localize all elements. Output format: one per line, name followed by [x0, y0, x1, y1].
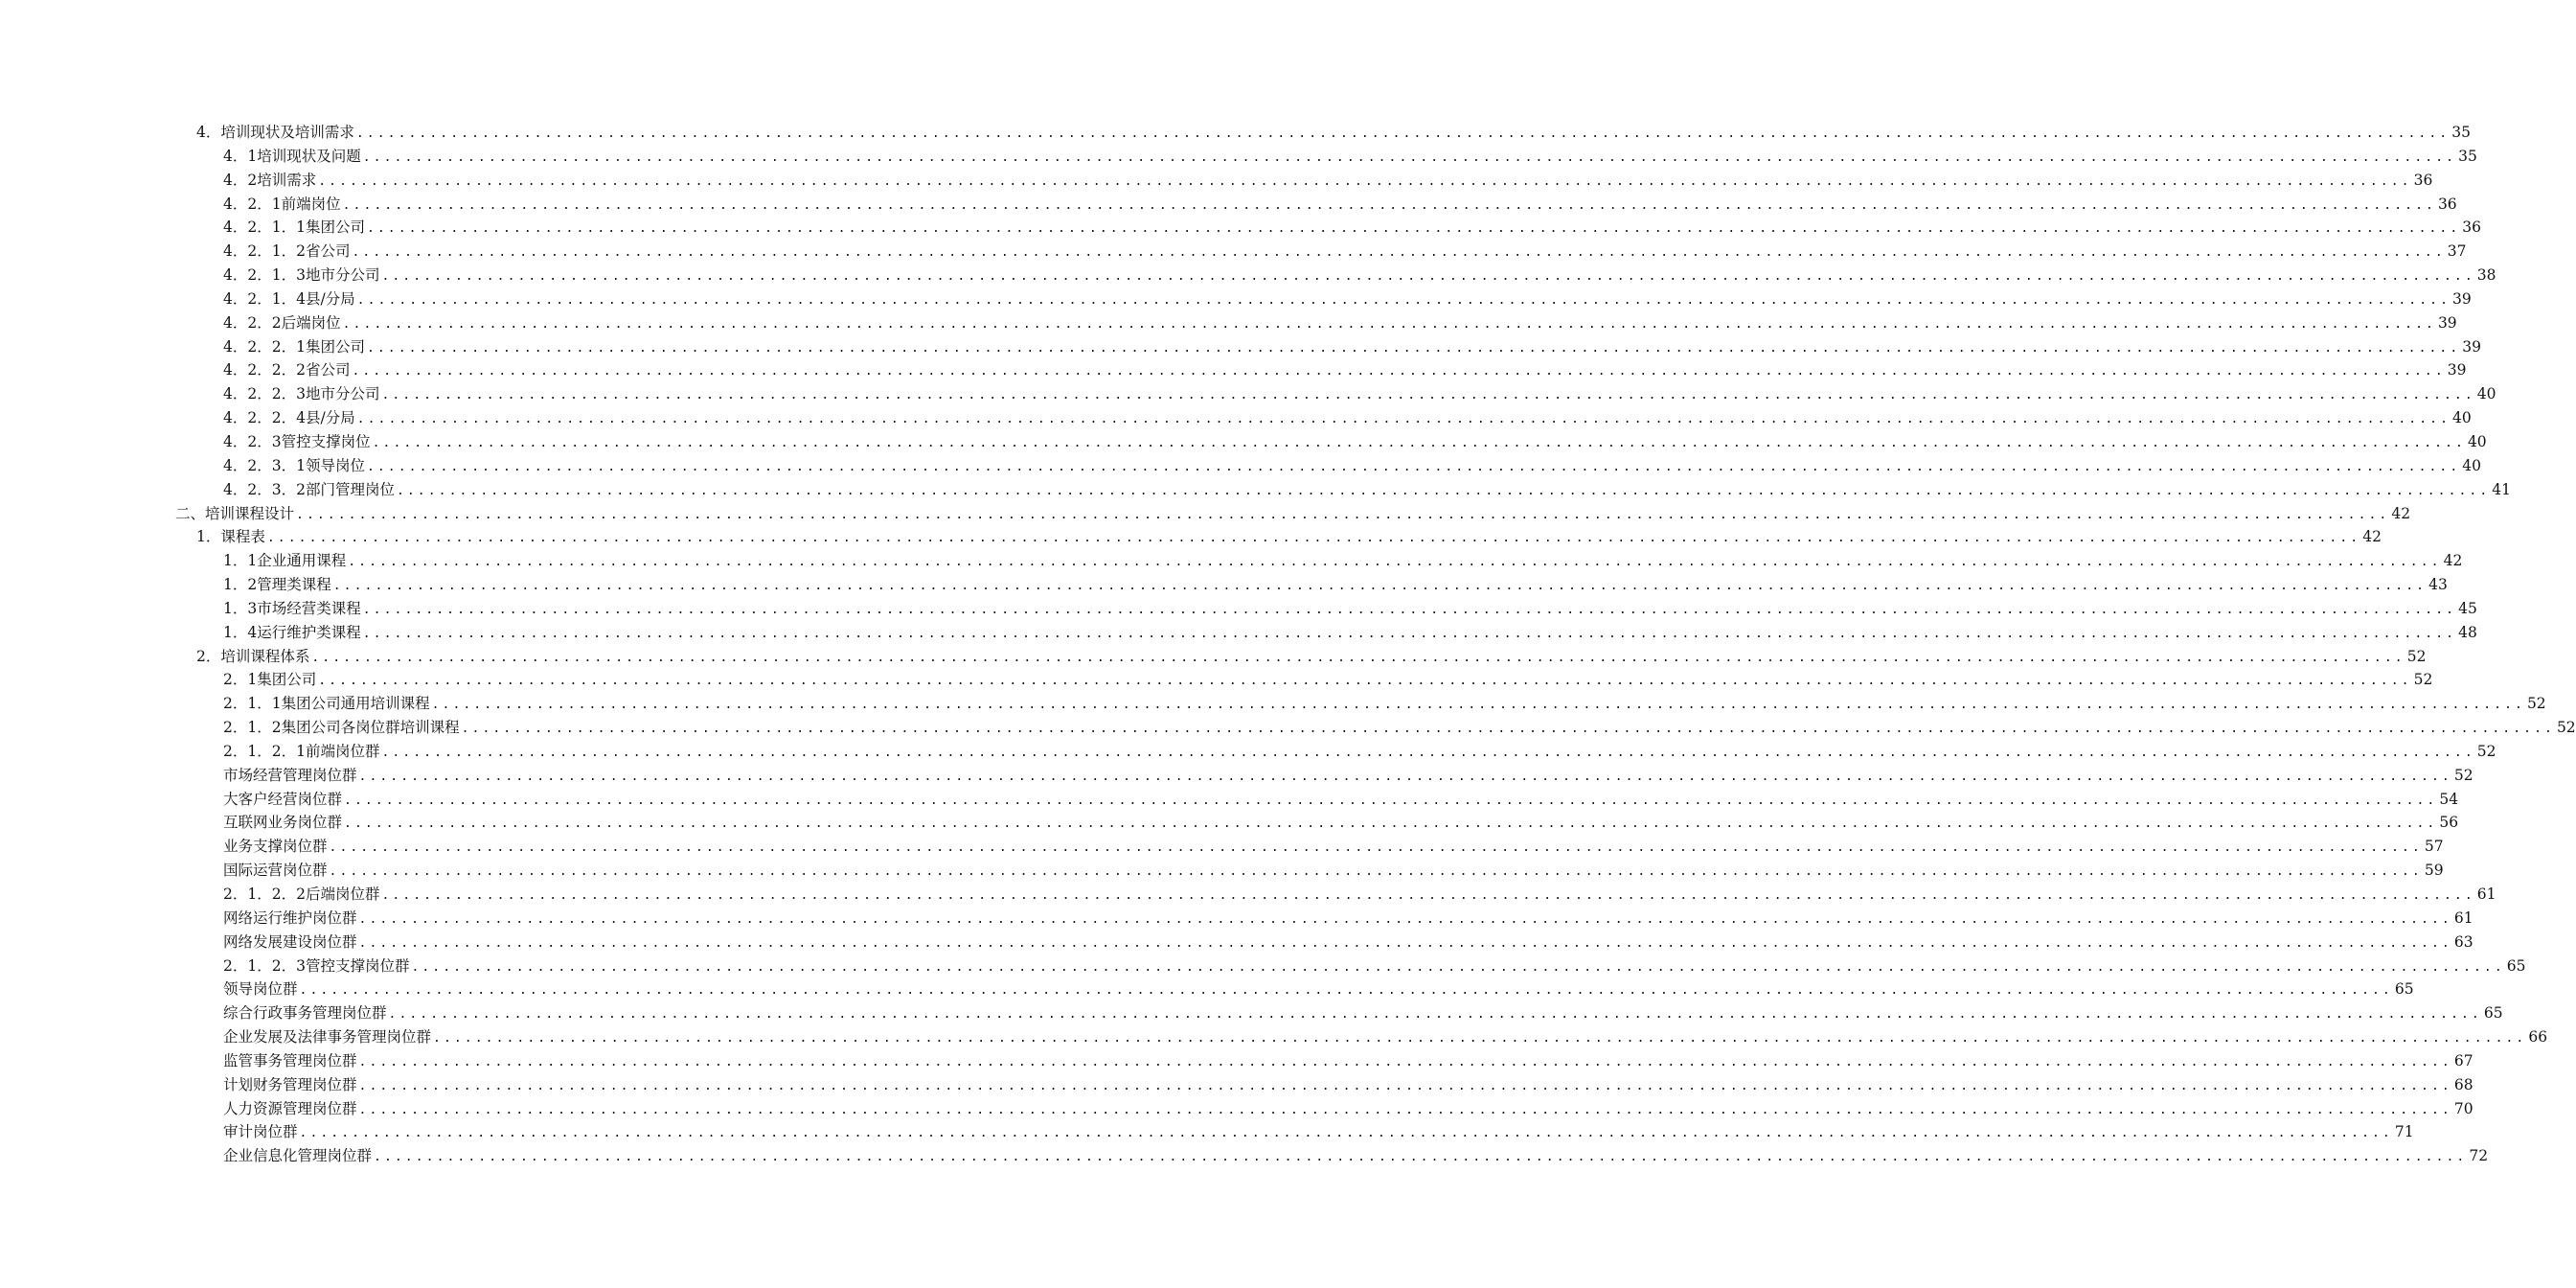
- toc-entry-title: 1．1企业通用课程: [223, 552, 347, 570]
- toc-page-number: 36: [2462, 218, 2482, 237]
- toc-page-number: 42: [2443, 552, 2463, 570]
- toc-dot-leader: ........................................................................................................................................................................................................: [348, 555, 2442, 570]
- toc-entry-title: 2．1．1集团公司通用培训课程: [223, 695, 430, 713]
- toc-entry-title: 大客户经营岗位群: [223, 790, 343, 808]
- toc-page-number: 35: [2458, 147, 2477, 165]
- toc-entry[interactable]: [0, 525, 2382, 549]
- toc-page-number: 41: [2492, 480, 2512, 498]
- toc-entry-title: 4．2．2．4县/分局: [223, 409, 355, 427]
- toc-entry[interactable]: [0, 240, 2467, 264]
- toc-dot-leader: ........................................................................................................................................................................................................: [356, 292, 2451, 308]
- toc-entry[interactable]: [0, 502, 2411, 526]
- toc-entry-title: 4．2．1．2省公司: [223, 242, 351, 261]
- toc-page-number: 52: [2556, 719, 2576, 737]
- toc-entry[interactable]: [0, 931, 2473, 954]
- toc-dot-leader: ........................................................................................................................................................................................................: [329, 864, 2423, 880]
- toc-dot-leader: ........................................................................................................................................................................................................: [352, 245, 2446, 261]
- toc-entry-title: 2．1．2集团公司各岗位群培训课程: [223, 719, 460, 737]
- toc-dot-leader: ........................................................................................................................................................................................................: [329, 840, 2423, 856]
- toc-entry-title: 综合行政事务管理岗位群: [223, 1004, 387, 1023]
- toc-entry[interactable]: [0, 1049, 2473, 1073]
- toc-page-number: 42: [2362, 528, 2382, 546]
- toc-page-number: 52: [2476, 742, 2496, 760]
- toc-page-number: 39: [2462, 337, 2482, 356]
- toc-entry[interactable]: [0, 430, 2487, 454]
- toc-page-number: 48: [2458, 623, 2477, 641]
- toc-entry[interactable]: [0, 1025, 2548, 1049]
- toc-entry-title: 2．1．2．3管控支撑岗位群: [223, 956, 410, 975]
- toc-entry-title: 国际运营岗位群: [223, 862, 328, 880]
- toc-entry[interactable]: [0, 573, 2448, 597]
- toc-dot-leader: ........................................................................................................................................................................................................: [355, 126, 2451, 141]
- toc-entry[interactable]: [0, 978, 2414, 1001]
- toc-page-number: 57: [2424, 838, 2444, 856]
- toc-entry[interactable]: [0, 121, 2471, 145]
- toc-dot-leader: ........................................................................................................................................................................................................: [381, 888, 2475, 903]
- toc-entry[interactable]: [0, 788, 2459, 812]
- toc-page-number: 35: [2451, 124, 2471, 141]
- toc-dot-leader: ........................................................................................................................................................................................................: [433, 1031, 2527, 1046]
- toc-entry[interactable]: [0, 1001, 2503, 1025]
- toc-entry[interactable]: [0, 954, 2526, 978]
- toc-page-number: 40: [2452, 409, 2472, 427]
- toc-entry[interactable]: [0, 193, 2457, 217]
- toc-entry-title: 计划财务管理岗位群: [223, 1075, 357, 1093]
- toc-entry-title: 市场经营管理岗位群: [223, 766, 357, 784]
- toc-entry-title: 4．2．3．2部门管理岗位: [223, 480, 395, 498]
- toc-dot-leader: ........................................................................................................................................................................................................: [318, 173, 2412, 189]
- toc-dot-leader: ........................................................................................................................................................................................................: [366, 221, 2461, 237]
- toc-entry-title: 二、培训课程设计: [175, 504, 295, 522]
- table-of-contents: [0, 121, 2576, 1168]
- toc-dot-leader: ........................................................................................................................................................................................................: [358, 769, 2452, 784]
- toc-entry-title: 4．2．3管控支撑岗位: [223, 432, 371, 450]
- toc-entry[interactable]: [0, 1097, 2473, 1121]
- toc-dot-leader: ........................................................................................................................................................................................................: [342, 316, 2436, 332]
- toc-entry[interactable]: [0, 907, 2473, 931]
- toc-entry-title: 2．1集团公司: [223, 671, 317, 689]
- toc-entry[interactable]: [0, 406, 2472, 430]
- toc-dot-leader: ........................................................................................................................................................................................................: [374, 1150, 2468, 1165]
- toc-entry-title: 4．2．1．1集团公司: [223, 218, 365, 237]
- toc-entry-title: 互联网业务岗位群: [223, 814, 343, 832]
- toc-page-number: 61: [2476, 886, 2496, 903]
- toc-entry-title: 4．2．1．4县/分局: [223, 289, 355, 308]
- toc-dot-leader: ........................................................................................................................................................................................................: [431, 698, 2525, 713]
- toc-page-number: 52: [2526, 695, 2546, 713]
- toc-page-number: 36: [2413, 171, 2433, 189]
- toc-page-number: 54: [2439, 790, 2459, 808]
- toc-page-number: 65: [2394, 980, 2414, 999]
- toc-page-number: 39: [2437, 313, 2457, 332]
- toc-dot-leader: ........................................................................................................................................................................................................: [352, 364, 2446, 380]
- toc-entry-title: 4．2．1．3地市分公司: [223, 266, 380, 285]
- toc-entry-title: 4．2．2．1集团公司: [223, 337, 365, 356]
- toc-entry-title: 4．2．2．3地市分公司: [223, 385, 380, 403]
- toc-dot-leader: ........................................................................................................................................................................................................: [332, 579, 2428, 594]
- toc-dot-leader: ........................................................................................................................................................................................................: [358, 1054, 2452, 1070]
- toc-entry-title: 2．1．2．2后端岗位群: [223, 886, 380, 903]
- toc-dot-leader: ........................................................................................................................................................................................................: [388, 1007, 2482, 1023]
- toc-entry-title: 1．2管理类课程: [223, 576, 331, 594]
- toc-page-number: 68: [2453, 1075, 2473, 1093]
- toc-page-number: 40: [2467, 432, 2487, 450]
- toc-dot-leader: ........................................................................................................................................................................................................: [299, 983, 2393, 999]
- toc-entry[interactable]: [0, 358, 2467, 382]
- toc-page-number: 66: [2528, 1028, 2548, 1046]
- toc-entry-title: 企业发展及法律事务管理岗位群: [223, 1028, 432, 1046]
- toc-dot-leader: ........................................................................................................................................................................................................: [266, 531, 2361, 546]
- toc-entry[interactable]: [0, 883, 2496, 907]
- toc-page-number: 39: [2447, 361, 2467, 380]
- toc-page-number: 37: [2447, 242, 2467, 261]
- toc-entry-title: 4．2．2后端岗位: [223, 313, 341, 332]
- toc-page-number: 56: [2439, 814, 2459, 832]
- toc-page-number: 52: [2413, 671, 2433, 689]
- toc-entry[interactable]: [0, 288, 2472, 311]
- toc-entry[interactable]: [0, 335, 2482, 359]
- toc-dot-leader: ........................................................................................................................................................................................................: [358, 935, 2452, 951]
- toc-entry-title: 4．2．3．1领导岗位: [223, 456, 365, 474]
- toc-entry[interactable]: [0, 811, 2459, 835]
- toc-entry-title: 网络发展建设岗位群: [223, 932, 357, 951]
- toc-dot-leader: ........................................................................................................................................................................................................: [362, 626, 2457, 641]
- toc-entry[interactable]: [0, 835, 2444, 859]
- toc-entry[interactable]: [0, 454, 2482, 478]
- toc-page-number: 61: [2453, 908, 2473, 927]
- toc-entry[interactable]: [0, 1073, 2473, 1097]
- toc-entry-title: 4．培训现状及培训需求: [196, 124, 354, 141]
- toc-entry-title: 2．1．2．1前端岗位群: [223, 742, 380, 760]
- toc-page-number: 52: [2453, 766, 2473, 784]
- toc-page-number: 72: [2469, 1147, 2489, 1165]
- toc-entry-title: 领导岗位群: [223, 980, 298, 999]
- toc-page-number: 67: [2453, 1051, 2473, 1070]
- toc-page-number: 45: [2458, 599, 2477, 617]
- toc-entry-title: 2．培训课程体系: [196, 647, 310, 665]
- toc-entry[interactable]: [0, 549, 2463, 573]
- toc-dot-leader: ........................................................................................................................................................................................................: [372, 435, 2466, 450]
- toc-entry-title: 1．课程表: [196, 528, 265, 546]
- toc-dot-leader: ........................................................................................................................................................................................................: [358, 1102, 2452, 1117]
- toc-entry[interactable]: [0, 716, 2576, 740]
- toc-page-number: 39: [2452, 289, 2472, 308]
- toc-dot-leader: ........................................................................................................................................................................................................: [296, 507, 2390, 522]
- toc-entry-title: 企业信息化管理岗位群: [223, 1147, 373, 1165]
- toc-entry[interactable]: [0, 621, 2477, 645]
- toc-entry-title: 网络运行维护岗位群: [223, 908, 357, 927]
- toc-dot-leader: ........................................................................................................................................................................................................: [299, 1126, 2393, 1141]
- toc-dot-leader: ........................................................................................................................................................................................................: [366, 340, 2461, 356]
- toc-entry[interactable]: [0, 740, 2496, 764]
- toc-dot-leader: ........................................................................................................................................................................................................: [366, 459, 2461, 474]
- toc-dot-leader: ........................................................................................................................................................................................................: [356, 412, 2451, 427]
- toc-entry[interactable]: [0, 145, 2477, 169]
- toc-entry-title: 1．4运行维护类课程: [223, 623, 361, 641]
- toc-entry-title: 4．2．2．2省公司: [223, 361, 351, 380]
- toc-page-number: 71: [2394, 1123, 2414, 1141]
- toc-entry-title: 审计岗位群: [223, 1123, 298, 1141]
- toc-entry[interactable]: [0, 264, 2496, 288]
- toc-page-number: 42: [2391, 504, 2411, 522]
- toc-entry[interactable]: [0, 169, 2433, 193]
- toc-page-number: 65: [2483, 1004, 2503, 1023]
- toc-dot-leader: ........................................................................................................................................................................................................: [461, 722, 2555, 737]
- toc-page-number: 40: [2476, 385, 2496, 403]
- toc-dot-leader: ........................................................................................................................................................................................................: [318, 674, 2412, 689]
- toc-dot-leader: ........................................................................................................................................................................................................: [342, 197, 2436, 213]
- toc-page-number: 70: [2453, 1099, 2473, 1117]
- toc-dot-leader: ........................................................................................................................................................................................................: [362, 602, 2457, 617]
- toc-dot-leader: ........................................................................................................................................................................................................: [362, 150, 2457, 165]
- toc-page-number: 38: [2476, 266, 2496, 285]
- toc-entry-title: 4．2．1前端岗位: [223, 195, 341, 213]
- toc-entry-title: 4．2培训需求: [223, 171, 317, 189]
- toc-entry[interactable]: [0, 1120, 2414, 1144]
- toc-entry-title: 业务支撑岗位群: [223, 838, 328, 856]
- toc-page-number: 59: [2424, 862, 2444, 880]
- toc-dot-leader: ........................................................................................................................................................................................................: [396, 483, 2491, 498]
- toc-entry[interactable]: [0, 597, 2477, 621]
- toc-dot-leader: ........................................................................................................................................................................................................: [358, 1078, 2452, 1093]
- toc-page-number: 36: [2437, 195, 2457, 213]
- toc-page-number: 52: [2406, 647, 2427, 665]
- toc-dot-leader: ........................................................................................................................................................................................................: [344, 793, 2438, 808]
- toc-entry[interactable]: [0, 645, 2427, 669]
- toc-dot-leader: ........................................................................................................................................................................................................: [411, 959, 2505, 975]
- toc-dot-leader: ........................................................................................................................................................................................................: [381, 269, 2475, 285]
- toc-entry[interactable]: [0, 764, 2473, 788]
- toc-entry-title: 1．3市场经营类课程: [223, 599, 361, 617]
- toc-entry-title: 监管事务管理岗位群: [223, 1051, 357, 1070]
- toc-entry[interactable]: [0, 382, 2496, 406]
- toc-page-number: 63: [2453, 932, 2473, 951]
- toc-dot-leader: ........................................................................................................................................................................................................: [358, 911, 2452, 927]
- toc-page-number: 43: [2428, 576, 2448, 594]
- toc-entry[interactable]: [0, 1144, 2489, 1168]
- toc-dot-leader: ........................................................................................................................................................................................................: [381, 388, 2475, 403]
- toc-page-number: 40: [2462, 456, 2482, 474]
- toc-entry[interactable]: [0, 859, 2444, 883]
- toc-dot-leader: ........................................................................................................................................................................................................: [344, 816, 2438, 832]
- toc-dot-leader: ........................................................................................................................................................................................................: [381, 745, 2475, 760]
- toc-entry[interactable]: [0, 216, 2482, 240]
- toc-entry[interactable]: [0, 692, 2546, 716]
- toc-entry[interactable]: [0, 311, 2457, 335]
- toc-dot-leader: ........................................................................................................................................................................................................: [311, 650, 2405, 665]
- toc-entry[interactable]: [0, 668, 2433, 692]
- toc-page-number: 65: [2506, 956, 2526, 975]
- toc-entry-title: 人力资源管理岗位群: [223, 1099, 357, 1117]
- toc-entry[interactable]: [0, 478, 2512, 502]
- toc-entry-title: 4．1培训现状及问题: [223, 147, 361, 165]
